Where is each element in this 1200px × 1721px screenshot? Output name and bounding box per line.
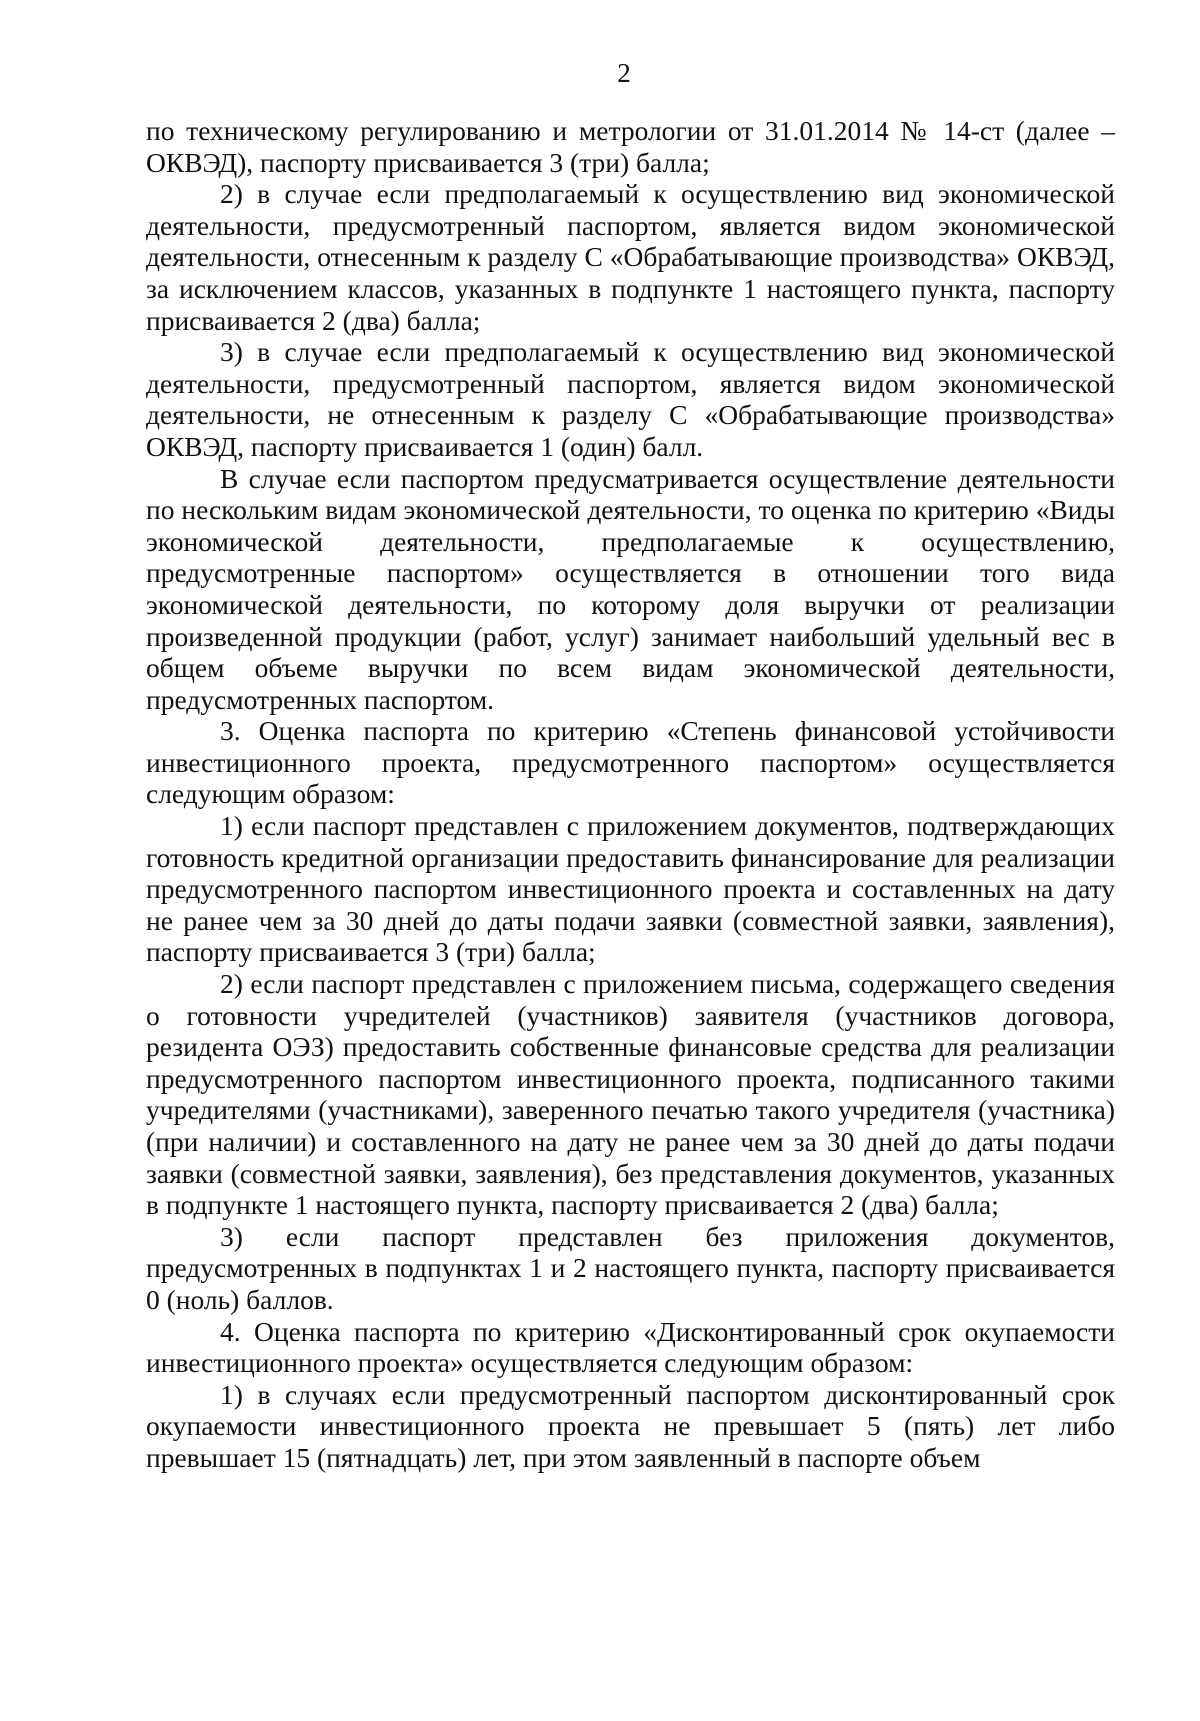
paragraph-item-3-subitem-2: 2) если паспорт представлен с приложением письма, содержащего сведения о готовности учредителей (участников) заявителя (участников договора, резидента ОЭЗ) предоставить собственные финансовые средства для реализации предусмотренного паспортом инвестиционного проекта, подписанного такими учредителями (участниками), заверенного печатью такого учредителя (участника) (при наличии) и составленного на дату не ранее чем за 30 дней до даты подачи заявки (совместной заявки, заявления), без представления документов, указанных в подпункте 1 настоящего пункта, паспорту присваивается 2 (два) балла; <box>146 968 1115 1221</box>
paragraph-subitem-3: 3) в случае если предполагаемый к осуществлению вид экономической деятельности, предусмотренный паспортом, является видом экономической деятельности, не отнесенным к разделу С «Обрабатывающие производства» ОКВЭД, паспорту присваивается 1 (один) балл. <box>146 336 1115 462</box>
paragraph-multiple-activities: В случае если паспортом предусматривается осуществление деятельности по нескольким видам экономической деятельности, то оценка по критерию «Виды экономической деятельности, предполагаемые к осуществлению, предусмотренные паспортом» осуществляется в отношении того вида экономической деятельности, по которому доля выручки от реализации произведенной продукции (работ, услуг) занимает наибольший удельный вес в общем объеме выручки по всем видам экономической деятельности, предусмотренных паспортом. <box>146 462 1115 715</box>
paragraph-item-3-subitem-3: 3) если паспорт представлен без приложения документов, предусмотренных в подпунктах 1 и 2 настоящего пункта, паспорту присваивается 0 (ноль) баллов. <box>146 1220 1115 1315</box>
paragraph-item-4-subitem-1: 1) в случаях если предусмотренный паспортом дисконтированный срок окупаемости инвестиционного проекта не превышает 5 (пять) лет либо превышает 15 (пятнадцать) лет, при этом заявленный в паспорте объем <box>146 1378 1115 1473</box>
paragraph-continuation: по техническому регулированию и метрологии от 31.01.2014 № 14-ст (далее – ОКВЭД), паспорту присваивается 3 (три) балла; <box>146 115 1115 178</box>
paragraph-subitem-2: 2) в случае если предполагаемый к осуществлению вид экономической деятельности, предусмотренный паспортом, является видом экономической деятельности, отнесенным к разделу С «Обрабатывающие производства» ОКВЭД, за исключением классов, указанных в подпункте 1 настоящего пункта, паспорту присваивается 2 (два) балла; <box>146 178 1115 336</box>
paragraph-item-4: 4. Оценка паспорта по критерию «Дисконтированный срок окупаемости инвестиционного проекта» осуществляется следующим образом: <box>146 1315 1115 1379</box>
paragraph-item-3: 3. Оценка паспорта по критерию «Степень финансовой устойчивости инвестиционного проекта, предусмотренного паспортом» осуществляется следующим образом: <box>146 715 1115 810</box>
document-body <box>146 115 1115 1474</box>
paragraph-item-3-subitem-1: 1) если паспорт представлен с приложением документов, подтверждающих готовность кредитной организации предоставить финансирование для реализации предусмотренного паспортом инвестиционного проекта и составленных на дату не ранее чем за 30 дней до даты подачи заявки (совместной заявки, заявления), паспорту присваивается 3 (три) балла; <box>146 810 1115 968</box>
page-number: 2 <box>617 58 631 88</box>
